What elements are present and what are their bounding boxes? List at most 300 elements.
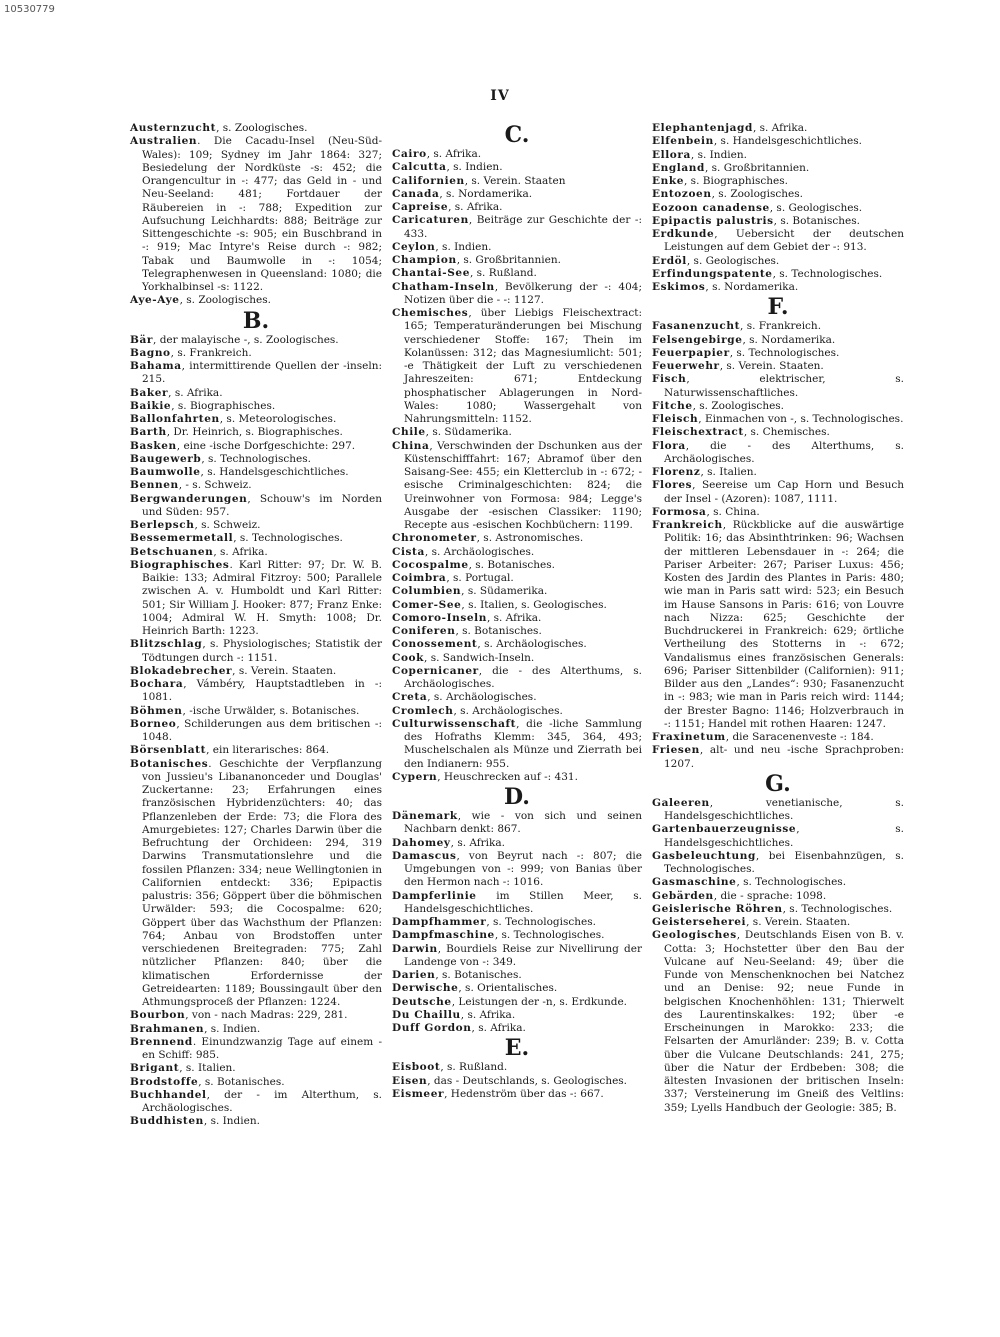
index-entry bbox=[652, 440, 904, 467]
entry-headword: Frankreich bbox=[652, 519, 723, 531]
entry-headword: Creta bbox=[392, 691, 428, 704]
entry-text: , Dr. Heinrich, s. Biographisches. bbox=[166, 426, 343, 439]
entry-text: , s. Technologisches. bbox=[782, 902, 893, 915]
index-entry bbox=[130, 453, 382, 466]
entry-text: , s. Technologisches. bbox=[736, 876, 847, 889]
index-entry bbox=[392, 943, 642, 970]
index-entry bbox=[130, 758, 382, 1010]
entry-headword: Cypern bbox=[392, 770, 438, 783]
entry-headword: China bbox=[392, 439, 430, 452]
index-entry bbox=[652, 281, 904, 294]
entry-headword: Betschuanen bbox=[130, 545, 214, 558]
entry-text: , venetianische, s. Handelsgeschichtliches. bbox=[664, 796, 904, 822]
entry-text: , s. Nordamerika. bbox=[705, 281, 799, 293]
index-entry bbox=[392, 559, 642, 572]
entry-text: , eine -ische Dorfgeschichte: 297. bbox=[176, 439, 356, 452]
entry-text: , Deutschlands Eisen von B. v. Cotta: 3; Hochstetter über den Bau der Vulcane auf Neu-Seeland: 49; über die Funde von Menschenknochen bei Natchez und an Denise: 92; neue Funde in belgischen Knochenhöhlen: 131; Thierwelt des Laurentinskalkes: 192; über -e Erscheinungen in Marokko: 233; die Felsarten der Amurländer: 239; B. v. Cotta über die Vulcane Deutschlands: 241, 275; über die Natur der Erdbeben: 308; die ältesten Invasionen der britischen Inseln: 337; Versteinerung im Gneiß des Veltlins: 359; Lyells Handbuch der Geologie: 385; B. bbox=[664, 929, 904, 1114]
entry-text: , s. Technologisches. bbox=[494, 929, 605, 942]
entry-headword: Duff Gordon bbox=[392, 1022, 472, 1034]
entry-text: , elektrischer, s. Naturwissenschaftliches. bbox=[664, 373, 904, 399]
entry-text: , s. Geologisches. bbox=[686, 254, 780, 267]
index-column-1 bbox=[130, 122, 382, 1129]
index-entry bbox=[652, 268, 904, 281]
index-entry bbox=[652, 506, 904, 519]
index-entry bbox=[392, 532, 642, 545]
entry-text: , die - des Alterthums, s. Archäologisches. bbox=[664, 439, 904, 465]
entry-text: , s. Handelsgeschichtliches. bbox=[200, 466, 349, 478]
entry-text: , Schouw's im Norden und Süden: 957. bbox=[142, 492, 382, 518]
index-entry bbox=[392, 705, 642, 718]
index-entry bbox=[130, 426, 382, 439]
entry-text: , s. Biographisches. bbox=[684, 175, 788, 187]
index-entry bbox=[652, 228, 904, 255]
entry-text: . Einundzwanzig Tage auf einem -en Schiff: 985. bbox=[142, 1035, 382, 1061]
entry-text: , Seereise um Cap Horn und Besuch der Insel - (Azoren): 1087, 1111. bbox=[664, 479, 904, 505]
entry-text: , s. Technologisches. bbox=[233, 532, 343, 545]
index-entry bbox=[652, 466, 904, 479]
index-entry bbox=[130, 1036, 382, 1063]
entry-text: , die - des Alterthums, s. Archäologisches. bbox=[404, 664, 642, 690]
entry-text: , s. Botanisches. bbox=[198, 1075, 285, 1088]
entry-text: , der - im Alterthum, s. Archäologisches. bbox=[142, 1088, 382, 1114]
index-entry bbox=[130, 122, 382, 135]
entry-headword: Cocospalme bbox=[392, 558, 469, 571]
entry-text: , s. Botanisches. bbox=[773, 214, 860, 227]
entry-headword: Galeeren bbox=[652, 796, 710, 809]
entry-headword: Brahmanen bbox=[130, 1022, 205, 1035]
index-column-3 bbox=[652, 122, 904, 1115]
entry-headword: Elephantenjagd bbox=[652, 122, 753, 134]
entry-headword: Friesen bbox=[652, 744, 700, 757]
entry-headword: Eskimos bbox=[652, 281, 706, 293]
entry-text: , s. Großbritannien. bbox=[704, 161, 810, 174]
entry-text: , s. Portugal. bbox=[446, 572, 514, 584]
entry-text: , s. Südamerika. bbox=[425, 426, 512, 439]
entry-text: , wie - von sich und seinen Nachbarn denkt: 867. bbox=[404, 810, 642, 836]
entry-text: , - s. Schweiz. bbox=[178, 479, 252, 492]
entry-text: , Uebersicht der deutschen Leistungen auf dem Gebiet der -: 913. bbox=[664, 228, 904, 254]
index-entry bbox=[392, 982, 642, 995]
entry-text: . Die Cacadu-Insel (Neu-Süd-Wales): 109; Sydney im Jahr 1864: 327; Besiedelung der Nordküste -s: 452; die Orangencultur in -: 477; das Geld in - und Neu-Seeland: 481; Fortdauer der Räubereien in -: 788; Expedition zur Aufsuchung Leichhardts: 888; Beiträge zur Sittengeschichte -s: 905; ein Buschbrand in -: 919; Mac Intyre's Reise durch -: 982; Tabak und Baumwolle in -: 1054; Telegraphenwesen in Queensland: 1080; die Yorkhalbinsel -s: 1122. bbox=[142, 135, 382, 293]
index-entry bbox=[130, 1115, 382, 1128]
index-entry bbox=[392, 691, 642, 704]
index-entry bbox=[392, 426, 642, 439]
entry-text: , Verschwinden der Dschunken aus der Küstenschifffahrt: 167; Abramof über den Saisang-See: 455; ein Kletterclub in -: 672; -esische Criminalgeschichten: 824; die Ureinwohner von Formosa: 984; Legge's Ausgabe der -esischen Classiker: 1190; Recepte aus -esischen Kochbüchern: 1199. bbox=[404, 439, 642, 531]
index-entry bbox=[392, 718, 642, 771]
entry-headword: Bessemermetall bbox=[130, 532, 234, 545]
index-entry bbox=[392, 188, 642, 201]
entry-text: , Vámbéry, Hauptstadtleben in -: 1081. bbox=[142, 678, 382, 704]
entry-headword: Feuerwehr bbox=[652, 360, 720, 372]
entry-text: , s. Technologisches. bbox=[201, 452, 311, 465]
index-entry bbox=[130, 347, 382, 360]
entry-headword: Baumwolle bbox=[130, 466, 201, 478]
entry-headword: Barth bbox=[130, 426, 167, 439]
entry-headword: Californien bbox=[392, 174, 465, 187]
index-entry bbox=[652, 373, 904, 400]
entry-headword: Entozoen bbox=[652, 188, 712, 201]
index-entry bbox=[130, 440, 382, 453]
index-entry bbox=[652, 890, 904, 903]
index-entry bbox=[130, 718, 382, 745]
entry-headword: Florenz bbox=[652, 466, 701, 478]
entry-text: , s. Afrika. bbox=[471, 1022, 526, 1034]
index-entry bbox=[652, 347, 904, 360]
entry-headword: Eismeer bbox=[392, 1087, 445, 1100]
index-entry bbox=[652, 519, 904, 731]
entry-text: , s. Verein. Staaten bbox=[464, 174, 566, 187]
entry-headword: Fraxinetum bbox=[652, 731, 726, 743]
index-entry bbox=[392, 1061, 642, 1074]
index-entry bbox=[130, 360, 382, 387]
entry-text: , s. Afrika. bbox=[426, 148, 482, 160]
index-entry bbox=[652, 135, 904, 148]
entry-text: , intermittirende Quellen der -inseln: 215. bbox=[142, 360, 382, 386]
entry-text: , s. China. bbox=[706, 505, 760, 518]
index-entry bbox=[392, 546, 642, 559]
entry-text: , der malayische -, s. Zoologisches. bbox=[153, 333, 339, 346]
section-letter: G. bbox=[765, 770, 791, 797]
entry-headword: Columbien bbox=[392, 585, 462, 598]
index-entry bbox=[652, 255, 904, 268]
entry-text: , bei Eisenbahnzügen, s. Technologisches. bbox=[664, 849, 904, 875]
index-entry bbox=[652, 744, 904, 771]
entry-headword: Champion bbox=[392, 254, 457, 266]
entry-text: , s. Archäologisches. bbox=[427, 691, 537, 704]
index-entry bbox=[392, 254, 642, 267]
entry-headword: Baikie bbox=[130, 399, 172, 412]
entry-text: , s. Botanisches. bbox=[435, 969, 522, 981]
entry-headword: Cromlech bbox=[392, 704, 454, 717]
entry-headword: Bergwanderungen bbox=[130, 492, 248, 505]
entry-text: , Rückblicke auf die auswärtige Politik: 16; das Absinthtrinken: 96; Wachsen der mittleren Lebensdauer in -: 264; die Pariser Arbeiter: 267; Pariser Luxus: 456; Kosten des Jardin des Plantes in Paris: 480; wie man in Paris satt wird: 523; ein Besuch im Hause Sansons in Paris: 616; von Louvre nach Nizza: 625; Geschichte der Buchdruckerei in Frankreich: 629; örtliche Vertheilung des Stotterns in -: 672; Vandalismus eines französischen Generals: 696; Pariser Sittenbilder (Californien): 911; Bilder aus den „Landes“: 930; Fasanenzucht in -: 983; wie man in Paris reich wird: 1144; der Brester Bagno: 1146; Holzverbrauch in -: 1151; Handel mit rothen Haaren: 1247. bbox=[664, 519, 904, 730]
entry-headword: Bochara bbox=[130, 678, 184, 690]
entry-text: im Stillen Meer, s. Handelsgeschichtliches. bbox=[404, 889, 642, 915]
entry-headword: Buchhandel bbox=[130, 1088, 207, 1101]
entry-headword: Darwin bbox=[392, 942, 438, 955]
entry-text: , Bevölkerung der -: 404; Notizen über die - -: 1127. bbox=[404, 280, 642, 306]
entry-headword: Bär bbox=[130, 333, 154, 346]
entry-text: , Einmachen von -, s. Technologisches. bbox=[698, 413, 904, 425]
entry-text: , s. Schweiz. bbox=[194, 519, 261, 531]
entry-headword: Cook bbox=[392, 651, 425, 664]
entry-text: , Heuschrecken auf -: 431. bbox=[437, 770, 578, 783]
entry-headword: Comer-See bbox=[392, 598, 462, 611]
index-entry bbox=[652, 916, 904, 929]
section-letter: D. bbox=[504, 784, 530, 810]
index-entry bbox=[652, 823, 904, 850]
entry-text: , s. Archäologisches. bbox=[424, 545, 535, 558]
entry-headword: Flora bbox=[652, 439, 686, 452]
entry-text: , s. Italien. bbox=[179, 1062, 236, 1075]
entry-headword: England bbox=[652, 161, 705, 174]
index-entry bbox=[130, 638, 382, 665]
entry-headword: Gasmaschine bbox=[652, 876, 737, 889]
entry-text: , s. Botanisches. bbox=[455, 625, 542, 637]
index-entry bbox=[652, 929, 904, 1115]
index-entry bbox=[130, 665, 382, 678]
index-entry bbox=[130, 466, 382, 479]
entry-headword: Geislerische Röhren bbox=[652, 902, 783, 915]
entry-headword: Eozoon canadense bbox=[652, 201, 770, 214]
index-entry bbox=[652, 731, 904, 744]
entry-headword: Felsengebirge bbox=[652, 333, 743, 346]
index-entry bbox=[130, 413, 382, 426]
index-entry bbox=[392, 638, 642, 651]
entry-text: , -ische Urwälder, s. Botanisches. bbox=[182, 704, 360, 717]
entry-headword: Cista bbox=[392, 545, 425, 558]
index-entry bbox=[392, 599, 642, 612]
entry-headword: Ceylon bbox=[392, 240, 436, 253]
entry-text: , s. Indien. bbox=[690, 148, 747, 161]
entry-text: , s. Nordamerika. bbox=[742, 333, 836, 346]
index-entry bbox=[652, 413, 904, 426]
entry-text: , s. Zoologisches. bbox=[692, 399, 785, 412]
entry-headword: Eisboot bbox=[392, 1061, 441, 1074]
index-entry bbox=[392, 665, 642, 692]
entry-text: , s. Biographisches. bbox=[171, 399, 276, 412]
index-entry bbox=[392, 175, 642, 188]
index-entry bbox=[392, 307, 642, 426]
entry-headword: Blitzschlag bbox=[130, 638, 203, 651]
entry-headword: Böhmen bbox=[130, 704, 183, 717]
index-entry bbox=[392, 969, 642, 982]
entry-headword: Bahama bbox=[130, 360, 182, 372]
index-entry bbox=[392, 837, 642, 850]
entry-text: , von Beyrut nach -: 807; die Umgebungen von -: 999; von Banias über den Hermon nach -: 1016. bbox=[404, 849, 642, 889]
entry-text: , s. Afrika. bbox=[448, 201, 503, 213]
entry-text: , s. Nordamerika. bbox=[439, 187, 533, 200]
entry-text: , s. Verein. Staaten. bbox=[232, 664, 337, 677]
entry-text: , Leistungen der -n, s. Erdkunde. bbox=[451, 995, 627, 1008]
entry-headword: Cairo bbox=[392, 148, 427, 160]
index-entry bbox=[392, 1075, 642, 1088]
index-entry bbox=[130, 1062, 382, 1075]
entry-headword: Fitche bbox=[652, 399, 693, 412]
entry-text: , s. Orientalisches. bbox=[458, 982, 558, 995]
index-entry bbox=[652, 400, 904, 413]
index-entry bbox=[652, 175, 904, 188]
entry-headword: Darien bbox=[392, 969, 436, 981]
index-entry bbox=[392, 652, 642, 665]
index-entry bbox=[130, 387, 382, 400]
entry-headword: Eisen bbox=[392, 1074, 428, 1087]
index-entry bbox=[652, 188, 904, 201]
index-entry bbox=[130, 135, 382, 294]
index-entry bbox=[392, 996, 642, 1009]
entry-headword: Brigant bbox=[130, 1062, 180, 1075]
index-entry bbox=[130, 559, 382, 639]
entry-headword: Dampferlinie bbox=[392, 889, 477, 902]
index-entry bbox=[652, 320, 904, 333]
index-entry bbox=[652, 876, 904, 889]
entry-headword: Blokadebrecher bbox=[130, 664, 233, 677]
entry-headword: Dahomey bbox=[392, 836, 451, 849]
entry-text: , die Saracenenveste -: 184. bbox=[725, 731, 874, 743]
entry-text: , s. Physiologisches; Statistik der Tödtungen durch -: 1151. bbox=[142, 638, 382, 664]
index-entry bbox=[392, 585, 642, 598]
index-entry bbox=[392, 850, 642, 890]
entry-text: , s. Verein. Staaten. bbox=[746, 916, 851, 928]
entry-text: , s. Technologisches. bbox=[772, 267, 883, 280]
index-entry bbox=[392, 810, 642, 837]
entry-text: , s. Indien. bbox=[204, 1022, 261, 1035]
index-entry bbox=[652, 202, 904, 215]
section-letter: B. bbox=[242, 307, 270, 334]
entry-headword: Börsenblatt bbox=[130, 744, 207, 757]
index-entry bbox=[652, 903, 904, 916]
index-entry bbox=[392, 890, 642, 917]
entry-headword: Berlepsch bbox=[130, 519, 195, 531]
index-entry bbox=[392, 612, 642, 625]
entry-headword: Brodstoffe bbox=[130, 1075, 199, 1088]
entry-headword: Calcutta bbox=[392, 161, 447, 174]
entry-headword: Du Chaillu bbox=[392, 1008, 461, 1021]
entry-headword: Elfenbein bbox=[652, 135, 714, 148]
entry-headword: Baugewerb bbox=[130, 452, 202, 465]
entry-headword: Gartenbauerzeugnisse bbox=[652, 823, 797, 836]
entry-headword: Formosa bbox=[652, 505, 707, 518]
entry-headword: Chile bbox=[392, 426, 426, 439]
entry-text: , s. Sandwich-Inseln. bbox=[424, 651, 535, 664]
entry-headword: Derwische bbox=[392, 982, 459, 995]
entry-text: , s. Archäologisches. bbox=[477, 638, 587, 651]
entry-text: , s. Afrika. bbox=[168, 386, 223, 399]
entry-headword: Bourbon bbox=[130, 1009, 186, 1022]
entry-text: , Schilderungen aus dem britischen -: 1048. bbox=[142, 717, 382, 743]
entry-text: , s. Botanisches. bbox=[468, 558, 555, 571]
entry-headword: Flores bbox=[652, 479, 693, 492]
index-entry bbox=[392, 281, 642, 308]
index-entry bbox=[130, 400, 382, 413]
index-entry bbox=[392, 201, 642, 214]
entry-text: , s. Rußland. bbox=[440, 1061, 508, 1074]
entry-headword: Canada bbox=[392, 187, 440, 200]
entry-text: , s. Technologisches. bbox=[729, 346, 840, 359]
index-entry bbox=[652, 122, 904, 135]
index-entry bbox=[652, 334, 904, 347]
entry-headword: Biographisches bbox=[130, 558, 230, 571]
entry-headword: Dampfmaschine bbox=[392, 929, 495, 942]
index-entry bbox=[130, 334, 382, 347]
entry-headword: Coniferen bbox=[392, 625, 456, 637]
index-entry bbox=[652, 215, 904, 228]
entry-headword: Ellora bbox=[652, 148, 691, 161]
entry-headword: Bagno bbox=[130, 346, 171, 359]
index-entry bbox=[392, 572, 642, 585]
entry-text: , alt- und neu -ische Sprachproben: 1207. bbox=[664, 744, 904, 770]
entry-headword: Enke bbox=[652, 175, 684, 187]
entry-headword: Baker bbox=[130, 386, 169, 399]
entry-text: , s. Handelsgeschichtliches. bbox=[664, 823, 904, 849]
index-entry bbox=[392, 148, 642, 161]
index-entry bbox=[392, 929, 642, 942]
entry-headword: Brennend bbox=[130, 1035, 193, 1048]
entry-text: , s. Großbritannien. bbox=[456, 254, 561, 266]
entry-headword: Geisterseherei bbox=[652, 916, 747, 928]
entry-text: , s. Afrika. bbox=[460, 1008, 516, 1021]
index-entry bbox=[652, 850, 904, 877]
entry-text: , Beiträge zur Geschichte der -: 433. bbox=[404, 214, 642, 240]
entry-headword: Comoro-Inseln bbox=[392, 611, 487, 624]
index-entry bbox=[392, 771, 642, 784]
index-entry bbox=[392, 214, 642, 241]
entry-headword: Chemisches bbox=[392, 307, 469, 319]
entry-text: , Bourdiels Reise zur Nivellirung der Landenge von -: 349. bbox=[404, 942, 642, 968]
entry-text: , s. Italien, s. Geologisches. bbox=[461, 598, 607, 611]
entry-text: , s. Technologisches. bbox=[486, 916, 596, 928]
entry-text: , s. Italien. bbox=[700, 466, 757, 478]
entry-headword: Australien bbox=[130, 135, 198, 148]
entry-headword: Chatham-Inseln bbox=[392, 280, 495, 293]
entry-text: , s. Afrika. bbox=[486, 611, 542, 624]
index-entry bbox=[392, 1088, 642, 1101]
entry-headword: Deutsche bbox=[392, 995, 452, 1008]
entry-text: , Hedenström über das -: 667. bbox=[444, 1087, 604, 1100]
index-entry bbox=[392, 1022, 642, 1035]
entry-headword: Buddhisten bbox=[130, 1115, 204, 1128]
entry-text: , s. Indien. bbox=[435, 240, 492, 253]
index-entry bbox=[130, 744, 382, 757]
entry-headword: Dänemark bbox=[392, 810, 458, 822]
section-letter: C. bbox=[504, 122, 530, 148]
entry-text: , s. Indien. bbox=[446, 161, 503, 174]
entry-headword: Austernzucht bbox=[130, 122, 217, 134]
index-entry bbox=[652, 479, 904, 506]
index-entry bbox=[130, 1009, 382, 1022]
entry-headword: Aye-Aye bbox=[130, 294, 180, 307]
entry-text: , s. Zoologisches. bbox=[216, 122, 308, 134]
entry-headword: Conossement bbox=[392, 638, 478, 651]
entry-text: , s. Geologisches. bbox=[769, 201, 863, 214]
entry-headword: Fasanenzucht bbox=[652, 320, 741, 333]
entry-headword: Capreise bbox=[392, 201, 449, 213]
entry-text: , von - nach Madras: 229, 281. bbox=[185, 1009, 348, 1022]
index-entry bbox=[652, 360, 904, 373]
entry-text: , s. Meteorologisches. bbox=[219, 413, 337, 425]
entry-text: , s. Zoologisches. bbox=[179, 294, 271, 307]
entry-headword: Feuerpapier bbox=[652, 346, 730, 359]
index-entry bbox=[130, 1076, 382, 1089]
entry-text: , s. Astronomisches. bbox=[476, 532, 584, 545]
entry-text: , s. Verein. Staaten. bbox=[719, 360, 824, 372]
entry-text: , s. Afrika. bbox=[752, 122, 808, 134]
index-entry bbox=[130, 479, 382, 492]
entry-headword: Culturwissenschaft bbox=[392, 717, 517, 730]
index-entry bbox=[652, 162, 904, 175]
entry-headword: Chronometer bbox=[392, 532, 477, 545]
entry-text: , die -liche Sammlung des Hofraths Klemm: 345, 364, 493; Muschelschalen als Münze und Zierrath bei den Indianern: 955. bbox=[404, 717, 642, 770]
section-letter: E. bbox=[504, 1035, 530, 1062]
entry-text: . Karl Ritter: 97; Dr. W. B. Baikie: 133; Admiral Fitzroy: 500; Parallele zwischen A. v. Humboldt und Karl Ritter: 501; Sir William J. Hooker: 877; Franz Enke: 1004; Admiral W. H. Smyth: 1008; Dr. Heinrich Barth: 1223. bbox=[142, 558, 382, 637]
entry-text: , s. Archäologisches. bbox=[453, 704, 563, 717]
entry-headword: Erdöl bbox=[652, 254, 687, 267]
entry-text: , s. Afrika. bbox=[213, 545, 268, 558]
index-entry bbox=[392, 267, 642, 280]
section-letter: F. bbox=[767, 294, 789, 321]
entry-headword: Erdkunde bbox=[652, 228, 715, 240]
index-entry bbox=[130, 519, 382, 532]
entry-headword: Epipactis palustris bbox=[652, 214, 774, 227]
index-entry bbox=[392, 1009, 642, 1022]
entry-headword: Botanisches bbox=[130, 757, 209, 770]
entry-text: , s. Frankreich. bbox=[740, 320, 822, 333]
entry-text: , s. Frankreich. bbox=[170, 346, 252, 359]
entry-text: , s. Afrika. bbox=[450, 836, 506, 849]
entry-headword: Gebärden bbox=[652, 889, 714, 902]
entry-headword: Erfindungspatente bbox=[652, 267, 773, 280]
entry-headword: Ballonfahrten bbox=[130, 413, 220, 425]
